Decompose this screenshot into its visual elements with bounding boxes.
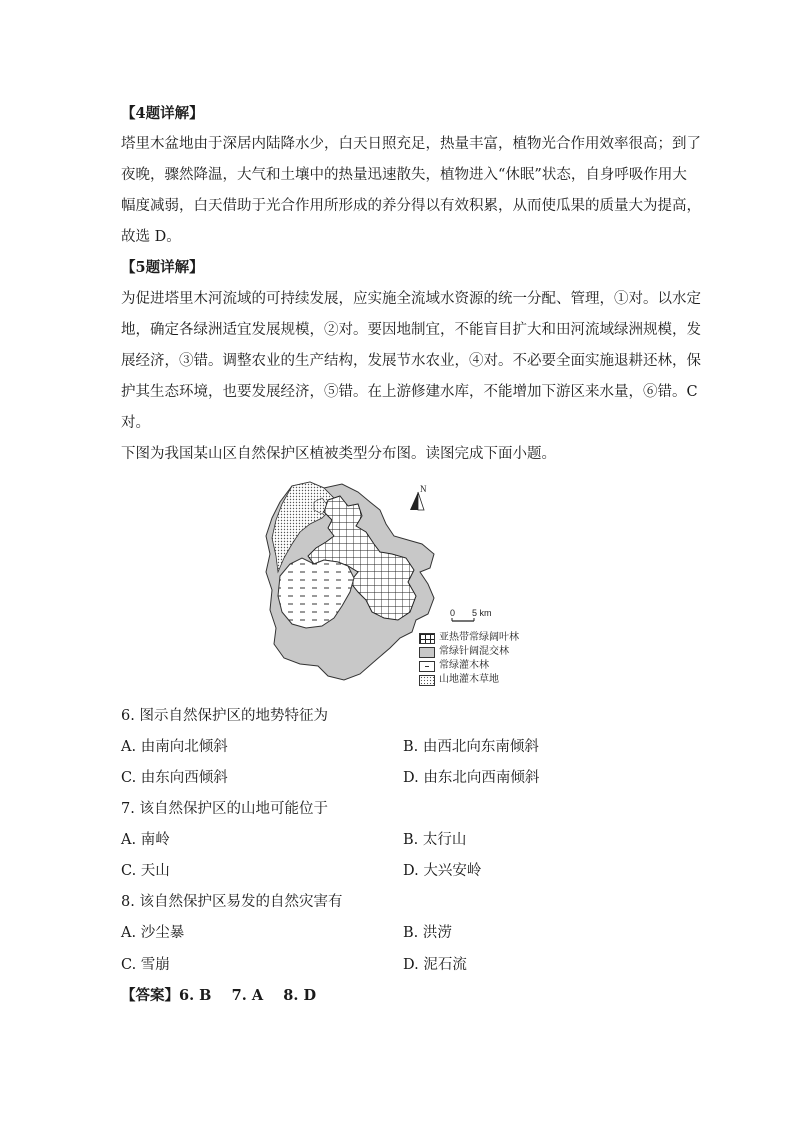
q8-option-d: D. 泥石流 — [403, 957, 467, 973]
q6-option-a: A. 由南向北倾斜 — [121, 739, 228, 755]
q7-option-c: C. 天山 — [121, 863, 170, 879]
q5-header: 【5题详解】 — [121, 259, 204, 276]
legend-label-shrubland: 常绿灌木林 — [439, 660, 489, 671]
q7-option-d: D. 大兴安岭 — [403, 863, 482, 879]
legend-label-mixed: 常绿针阔混交林 — [439, 646, 509, 657]
legend-broadleaf — [419, 632, 519, 644]
q4-line-2: 夜晚，骤然降温，大气和土壤中的热量迅速散失，植物进入“休眠”状态，自身呼吸作用大 — [121, 167, 687, 183]
north-label: N — [420, 484, 427, 494]
q8-option-a: A. 沙尘暴 — [121, 925, 185, 941]
legend-swatch-grid — [419, 633, 435, 644]
q6-option-c: C. 由东向西倾斜 — [121, 770, 228, 786]
q7-option-a: A. 南岭 — [121, 832, 170, 848]
q6-option-d: D. 由东北向西南倾斜 — [403, 770, 540, 786]
q7-stem: 7. 该自然保护区的山地可能位于 — [121, 801, 328, 817]
q8-option-c: C. 雪崩 — [121, 957, 170, 973]
q5-line-4: 护其生态环境，也要发展经济，⑤错。在上游修建水库，不能增加下游区来水量，⑥错。C — [121, 384, 698, 400]
q4-line-4: 故选 D。 — [121, 229, 181, 245]
q5-line-5: 对。 — [121, 415, 150, 431]
legend-mixed — [419, 646, 509, 658]
scale-zero: 0 — [450, 608, 456, 618]
legend-swatch-gray — [419, 647, 435, 658]
scale-bar — [450, 608, 492, 621]
q4-line-1: 塔里木盆地由于深居内陆降水少，白天日照充足，热量丰富，植物光合作用效率很高；到了 — [121, 136, 701, 152]
legend-swatch-dash — [419, 661, 435, 672]
legend-label-broadleaf: 亚热带常绿阔叶林 — [439, 632, 519, 643]
q4-header: 【4题详解】 — [121, 105, 204, 122]
legend-grassland — [419, 674, 499, 686]
q6-stem: 6. 图示自然保护区的地势特征为 — [121, 708, 328, 724]
q5-line-1: 为促进塔里木河流域的可持续发展，应实施全流域水资源的统一分配、管理，①对。以水定 — [121, 291, 701, 307]
q7-option-b: B. 太行山 — [403, 832, 467, 848]
q4-line-3: 幅度减弱，白天借助于光合作用所形成的养分得以有效积累，从而使瓜果的质量大为提高， — [121, 198, 701, 214]
q6-option-b: B. 由西北向东南倾斜 — [403, 739, 539, 755]
q5-line-3: 展经济，③错。调整农业的生产结构，发展节水农业，④对。不必要全面实施退耕还林，保 — [121, 353, 701, 369]
vegetation-map — [262, 480, 542, 690]
q8-stem: 8. 该自然保护区易发的自然灾害有 — [121, 894, 343, 910]
figure-intro: 下图为我国某山区自然保护区植被类型分布图。读图完成下面小题。 — [121, 446, 556, 462]
legend-label-grassland: 山地灌木草地 — [439, 674, 499, 685]
legend-swatch-dots — [419, 675, 435, 686]
vegetation-map-figure — [262, 480, 542, 690]
legend-shrubland — [419, 660, 489, 672]
scale-label: 5 km — [472, 608, 492, 618]
answer-line: 【答案】6. B 7. A 8. D — [121, 987, 317, 1004]
q5-line-2: 地，确定各绿洲适宜发展规模，②对。要因地制宜，不能盲目扩大和田河流域绿洲规模，发 — [121, 322, 701, 338]
north-arrow — [410, 484, 427, 510]
q8-option-b: B. 洪涝 — [403, 925, 452, 941]
